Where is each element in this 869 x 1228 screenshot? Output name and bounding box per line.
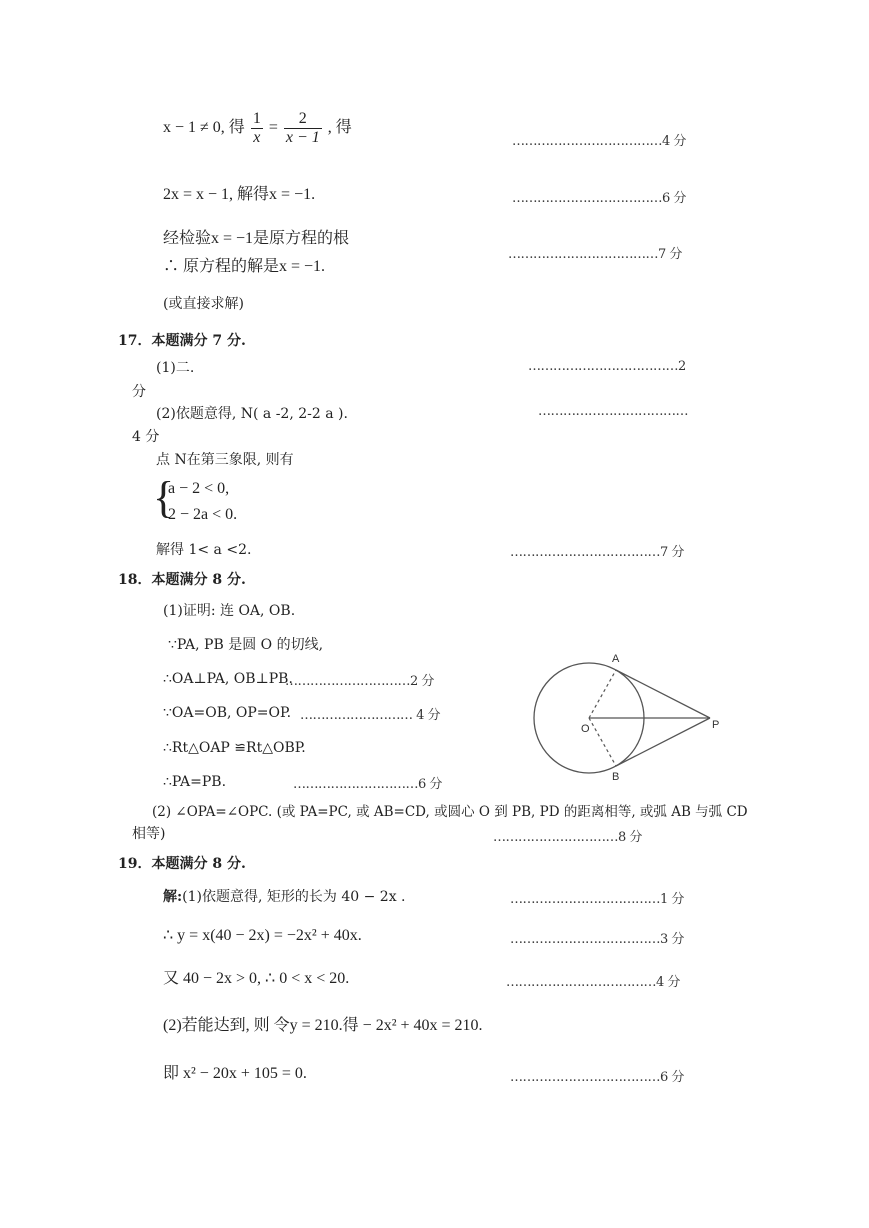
q18-part2-cont: 相等) (132, 826, 166, 842)
q17-system-line1: a − 2 < 0, (168, 480, 230, 497)
q18-score-4: ……………………… 4 分 (300, 708, 441, 723)
q16-score-7: ………………………………7 分 (508, 247, 682, 262)
q19-line2: ∴ y = x(40 − 2x) = −2x² + 40x. (163, 927, 362, 944)
q18-line3: ∴OA⊥PA, OB⊥PB. (163, 671, 293, 687)
q19-score-3: ………………………………3 分 (510, 932, 684, 947)
q17-part3: 点 N在第三象限, 则有 (156, 452, 294, 468)
q18-score-2: …………………………2 分 (285, 674, 434, 689)
q17-part2: (2)依题意得, N( a -2, 2-2 a ). (156, 406, 348, 422)
q18-score-8: …………………………8 分 (493, 830, 642, 845)
tangent-pb (616, 718, 710, 766)
radius-oa (589, 670, 616, 718)
label-o: O (581, 723, 590, 735)
q19-score-6: ………………………………6 分 (510, 1070, 684, 1085)
q19-line1: 解:(1)依题意得, 矩形的长为 40 − 2x . (163, 889, 406, 905)
q16-score-6: ………………………………6 分 (512, 191, 686, 206)
q19-line5: 即 x² − 20x + 105 = 0. (163, 1065, 307, 1082)
q19-title: 19．本题满分 8 分. (118, 856, 246, 872)
label-p: P (712, 719, 720, 731)
q19-solution-label: 解: (163, 889, 183, 905)
q18-part2: (2) ∠OPA=∠OPC. (或 PA=PC, 或 AB=CD, 或圆心 O 到 PB, PD 的距离相等, 或弧 AB 与弧 CD (152, 804, 748, 820)
q17-title: 17．本题满分 7 分. (118, 333, 246, 349)
q19-score-4: ………………………………4 分 (506, 975, 680, 990)
tangent-circle-figure (525, 645, 735, 790)
q18-title: 18．本题满分 8 分. (118, 572, 246, 588)
system-brace: { (153, 473, 175, 522)
q17-part4: 解得 1< a <2. (156, 542, 252, 558)
q17-score-2-unit: 分 (132, 384, 146, 400)
q19-line3: 又 40 − 2x > 0, ∴ 0 < x < 20. (163, 970, 350, 987)
tangent-pa (616, 670, 710, 718)
label-b: B (612, 771, 620, 783)
q17-score-4-unit: 4 分 (132, 429, 160, 445)
q16-note: (或直接求解) (163, 296, 244, 312)
q16-line3: 经检验x = −1是原方程的根 (163, 230, 350, 247)
q19-score-1: ………………………………1 分 (510, 892, 684, 907)
q17-score-4-dots: ……………………………… (538, 404, 688, 419)
label-a: A (612, 653, 620, 665)
q18-line5: ∴Rt△OAP ≌Rt△OBP. (163, 740, 306, 756)
q17-score-7: ………………………………7 分 (510, 545, 684, 560)
q16-score-4: ………………………………4 分 (512, 134, 686, 149)
q18-part1: (1)证明: 连 OA, OB. (163, 603, 296, 619)
q17-score-2: ………………………………2 (528, 359, 686, 374)
q17-part1: (1)二. (156, 360, 195, 376)
q18-score-6: …………………………6 分 (293, 777, 442, 792)
q16-line2: 2x = x − 1, 解得x = −1. (163, 186, 316, 203)
q19-line4: (2)若能达到, 则 令y = 210.得 − 2x² + 40x = 210. (163, 1017, 483, 1034)
q18-line2: ∵PA, PB 是圆 O 的切线, (168, 637, 324, 653)
q18-line6: ∴PA=PB. (163, 774, 227, 790)
q16-line4: ∴ 原方程的解是x = −1. (163, 258, 326, 275)
fraction-2-over-x-1: $\frac{2}{x - 1}$ (285, 110, 320, 146)
q18-line4: ∵OA=OB, OP=OP. (163, 705, 292, 721)
q16-line1-pre: x − 1 ≠ 0, 得 (163, 119, 245, 137)
radius-ob (589, 718, 616, 766)
fraction-1-over-x: $\frac{1}{x}$ (252, 110, 261, 146)
q17-system-line2: 2 − 2a < 0. (168, 506, 238, 523)
q16-line1: x − 1 ≠ 0, 得 $\frac{1}{x}$ = $\frac{2}{x - 1}$ , 得 (163, 110, 352, 146)
